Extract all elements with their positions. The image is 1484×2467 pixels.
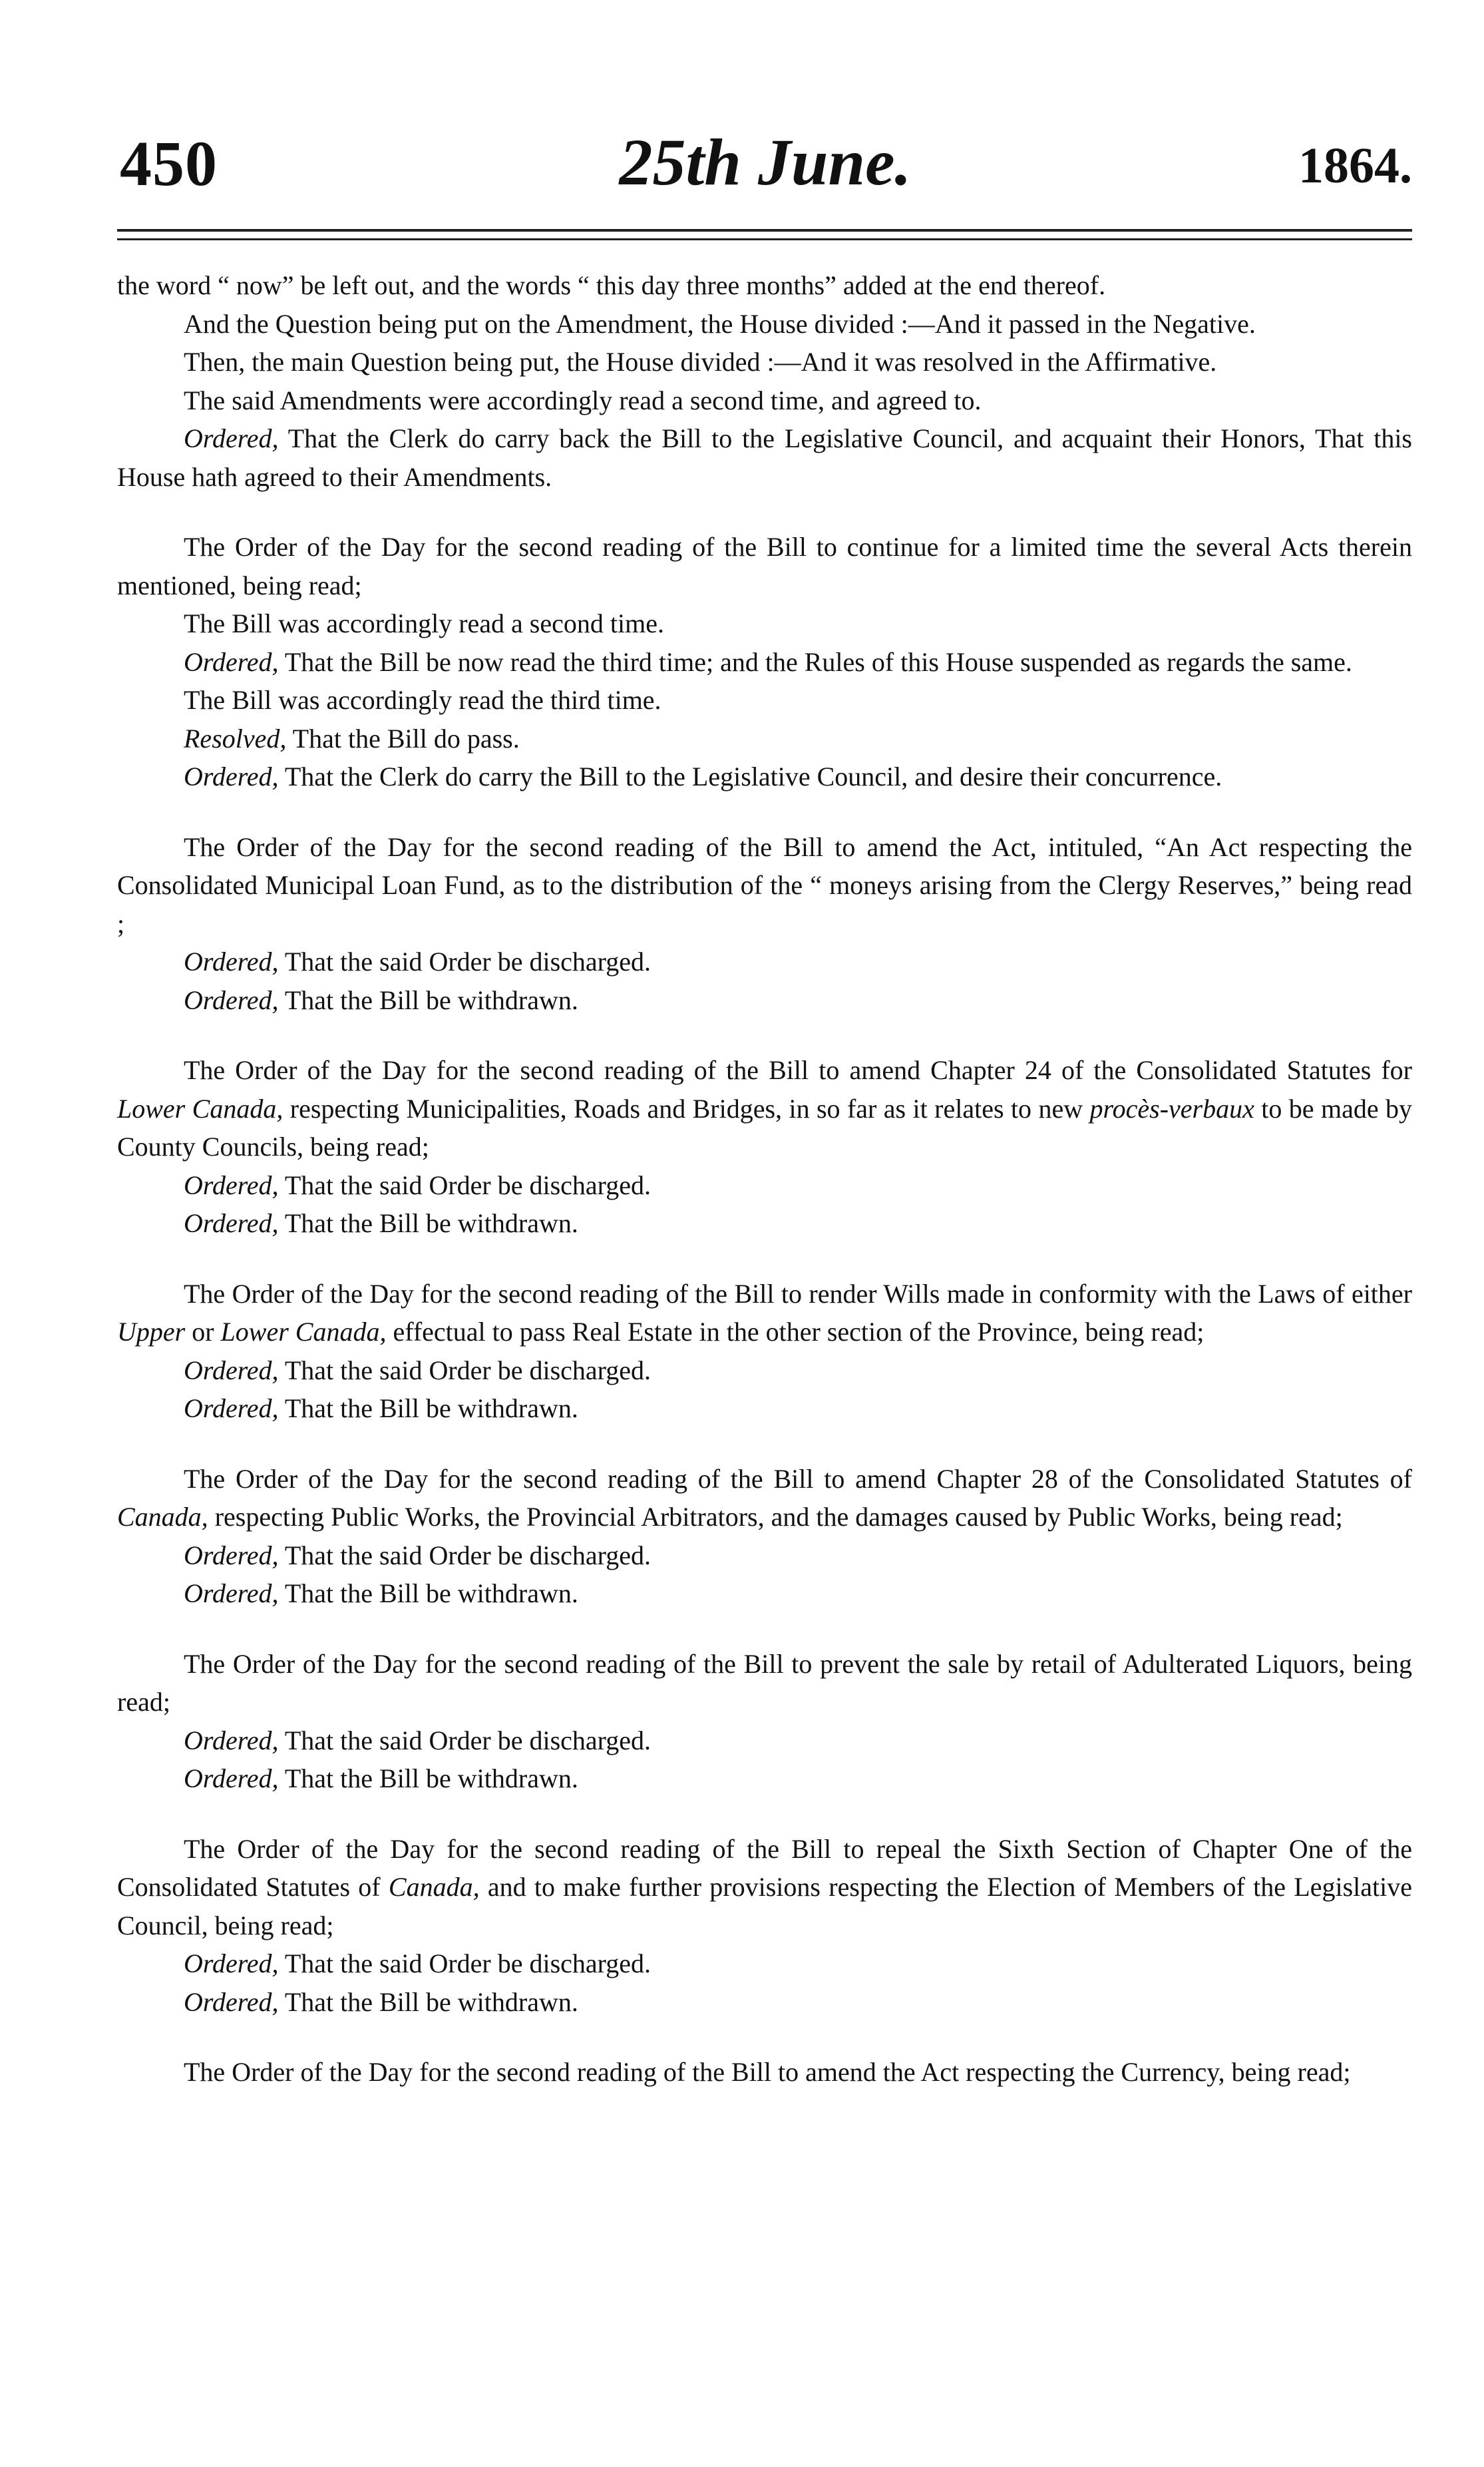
motion-text: That the said Order be discharged. — [278, 1948, 651, 1978]
motion-label: Ordered, — [184, 1355, 279, 1385]
text-run: The Order of the Day for the second reading of the Bill to amend Chapter 28 of the Consolidated Statutes of — [184, 1463, 1412, 1494]
page-number: 450 — [120, 128, 218, 199]
motion-label: Ordered, — [184, 646, 279, 677]
italic-term: procès-verbaux — [1089, 1093, 1254, 1124]
header-rule-top — [117, 229, 1412, 232]
motion-paragraph — [117, 643, 1412, 682]
motion-paragraph — [117, 1721, 1412, 1760]
text-run: The Order of the Day for the second reading of the Bill to amend Chapter 24 of the Consolidated Statutes for — [184, 1055, 1412, 1085]
italic-term: Lower Canada, — [220, 1317, 387, 1347]
text-run: The Order of the Day for the second reading of the Bill to repeal the Sixth Section of Chapter One of the Consolidated Statutes of — [117, 1833, 1412, 1902]
motion-text: That the said Order be discharged. — [278, 947, 651, 977]
motion-paragraph — [117, 758, 1412, 796]
motion-paragraph — [117, 1536, 1412, 1575]
paragraph: And the Question being put on the Amendment, the House divided :—And it passed in the Negative. — [184, 308, 1256, 339]
paragraph — [117, 1460, 1412, 1536]
running-date: 25th June. — [619, 125, 912, 199]
paragraph: The Order of the Day for the second reading of the Bill to amend the Act, intituled, “An Act respecting the Consolidated Municipal Loan Fund, as to the distribution of the “ moneys arising from the Clergy Reserves,” being read ; — [117, 831, 1412, 939]
text-run: to be made by County Councils, being read; — [117, 1093, 1412, 1162]
motion-label: Ordered, — [184, 1948, 279, 1978]
paragraph — [117, 1275, 1412, 1351]
page-year: 1864. — [1298, 138, 1412, 194]
motion-text: That the Bill be withdrawn. — [278, 1393, 578, 1423]
motion-label: Ordered, — [184, 1393, 279, 1423]
motion-text: That the said Order be discharged. — [278, 1170, 651, 1200]
motion-paragraph — [117, 1166, 1412, 1205]
paragraph: Then, the main Question being put, the House divided :—And it was resolved in the Affirmative. — [184, 347, 1217, 377]
motion-text: That the Bill be withdrawn. — [278, 985, 578, 1015]
motion-text: That the Bill be withdrawn. — [278, 1763, 578, 1793]
motion-label: Ordered, — [184, 1986, 279, 2017]
text-run: respecting Municipalities, Roads and Bridges, in so far as it relates to new — [283, 1093, 1090, 1124]
motion-paragraph — [117, 1204, 1412, 1243]
page-header — [113, 120, 1417, 206]
motion-text: That the Bill do pass. — [286, 723, 520, 754]
motion-paragraph — [117, 1759, 1412, 1798]
journal-text — [117, 266, 1412, 2092]
italic-term: Upper — [117, 1317, 186, 1347]
paragraph: The Bill was accordingly read the third time. — [184, 685, 661, 715]
motion-paragraph — [117, 1944, 1412, 1983]
motion-paragraph — [117, 1574, 1412, 1613]
motion-label: Ordered, — [184, 985, 279, 1015]
paragraph: the word “ now” be left out, and the words “ this day three months” added at the end thereof. — [117, 270, 1106, 300]
motion-label: Ordered, — [184, 1170, 279, 1200]
motion-label: Ordered, — [184, 1208, 279, 1238]
motion-label: Ordered, — [184, 1578, 279, 1608]
paragraph: The Order of the Day for the second reading of the Bill to continue for a limited time the several Acts therein mentioned, being read; — [117, 532, 1412, 600]
header-rule-bottom — [117, 238, 1412, 240]
paragraph: The Bill was accordingly read a second time. — [184, 608, 664, 638]
text-run: The Order of the Day for the second reading of the Bill to render Wills made in conformity with the Laws of either — [184, 1278, 1412, 1309]
motion-label: Ordered, — [184, 423, 279, 453]
motion-label: Ordered, — [184, 1725, 279, 1755]
paragraph: The Order of the Day for the second reading of the Bill to amend the Act respecting the Currency, being read; — [184, 2057, 1351, 2087]
motion-paragraph — [117, 419, 1412, 496]
text-run: or — [185, 1317, 221, 1347]
motion-label: Ordered, — [184, 1763, 279, 1793]
motion-text: That the Bill be now read the third time; and the Rules of this House suspended as regards the same. — [278, 646, 1352, 677]
motion-text: That the Bill be withdrawn. — [278, 1986, 578, 2017]
motion-label: Ordered, — [184, 1540, 279, 1570]
motion-label: Ordered, — [184, 762, 279, 791]
motion-paragraph — [117, 1351, 1412, 1390]
motion-text: That the Clerk do carry the Bill to the Legislative Council, and desire their concurrence. — [278, 762, 1222, 791]
motion-text: That the Bill be withdrawn. — [278, 1208, 578, 1238]
motion-text: That the Clerk do carry back the Bill to the Legislative Council, and acquaint their Honors, That this House hath agreed to their Amendments. — [117, 423, 1412, 492]
paragraph: The said Amendments were accordingly read a second time, and agreed to. — [184, 385, 982, 415]
motion-paragraph — [117, 1389, 1412, 1428]
motion-text: That the said Order be discharged. — [278, 1540, 651, 1570]
motion-paragraph — [117, 981, 1412, 1020]
motion-paragraph — [117, 720, 1412, 758]
motion-text: That the said Order be discharged. — [278, 1355, 651, 1385]
motion-paragraph — [117, 943, 1412, 981]
motion-paragraph — [117, 1983, 1412, 2022]
text-run: respecting Public Works, the Provincial Arbitrators, and the damages caused by Public Works, being read; — [208, 1502, 1343, 1532]
paragraph — [117, 1051, 1412, 1166]
motion-label: Ordered, — [184, 947, 279, 977]
italic-term: Canada, — [117, 1502, 208, 1532]
motion-label: Resolved, — [184, 723, 287, 754]
paragraph: The Order of the Day for the second reading of the Bill to prevent the sale by retail of Adulterated Liquors, being read; — [117, 1648, 1412, 1717]
text-run: and to make further provisions respecting the Election of Members of the Legislative Council, being read; — [117, 1872, 1412, 1940]
motion-text: That the said Order be discharged. — [278, 1725, 651, 1755]
italic-term: Lower Canada, — [117, 1093, 283, 1124]
italic-term: Canada, — [388, 1872, 480, 1902]
text-run: effectual to pass Real Estate in the other section of the Province, being read; — [386, 1317, 1205, 1347]
motion-text: That the Bill be withdrawn. — [278, 1578, 578, 1608]
paragraph — [117, 1830, 1412, 1945]
